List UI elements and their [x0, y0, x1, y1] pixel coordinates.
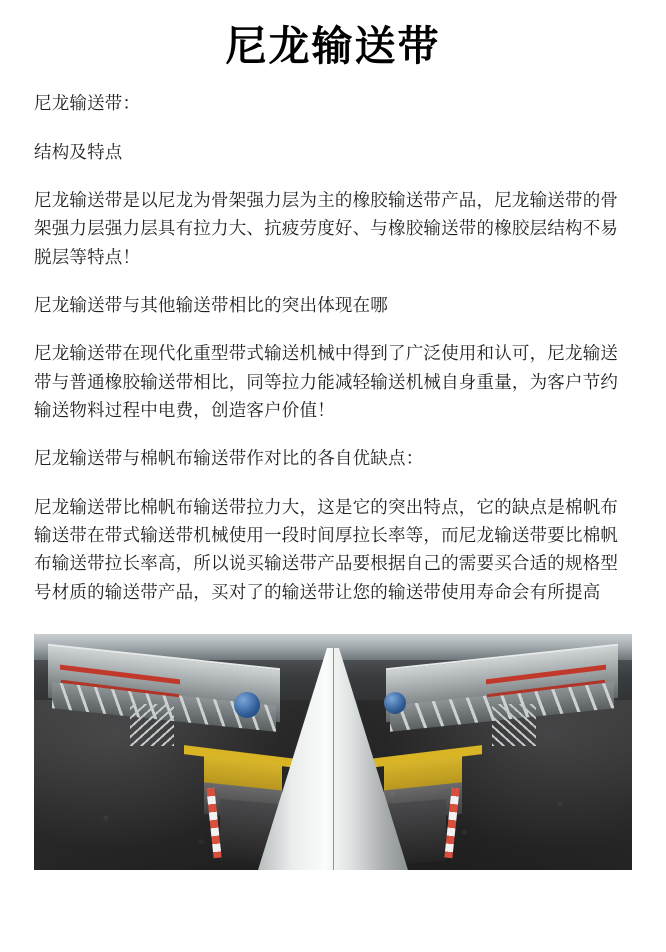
conveyor-photo	[34, 634, 632, 870]
paragraph-section-advantage: 尼龙输送带与其他输送带相比的突出体现在哪	[34, 294, 388, 315]
photo-blue-drum-left	[234, 692, 260, 718]
paragraph-advantage-detail: 尼龙输送带在现代化重型带式输送机械中得到了广泛使用和认可，尼龙输送带与普通橡胶输送带相比，同等拉力能减轻输送机械自身重量，为客户节约输送物料过程中电费，创造客户价值！	[34, 343, 619, 420]
paragraph-comparison-detail: 尼龙输送带比棉帆布输送带拉力大，这是它的突出特点，它的缺点是棉帆布输送带在带式输送带机械使用一段时间厚拉长率等，而尼龙输送带要比棉帆布输送带拉长率高，所以说买输送带产品要根据自己的需要买合适的规格型号材质的输送带产品，买对了的输送带让您的输送带使用寿命会有所提高	[34, 496, 619, 602]
photo-belt-center-line	[333, 648, 334, 870]
photo-stairs-left	[130, 704, 174, 746]
paragraph-structure-detail: 尼龙输送带是以尼龙为骨架强力层为主的橡胶输送带产品，尼龙输送带的骨架强力层强力层具有拉力大、抗疲劳度好、与橡胶输送带的橡胶层结构不易脱层等特点！	[34, 189, 619, 267]
photo-blue-drum-right	[384, 692, 406, 714]
page-title: 尼龙输送带	[225, 23, 441, 69]
photo-background	[34, 634, 632, 870]
document-page	[0, 22, 666, 952]
paragraph-section-comparison: 尼龙输送带与棉帆布输送带作对比的各自优缺点：	[34, 448, 424, 469]
paragraph-intro: 尼龙输送带：	[34, 93, 141, 114]
photo-stairs-right	[492, 704, 536, 746]
paragraph-section-structure: 结构及特点	[34, 141, 123, 162]
document-body	[0, 89, 666, 606]
